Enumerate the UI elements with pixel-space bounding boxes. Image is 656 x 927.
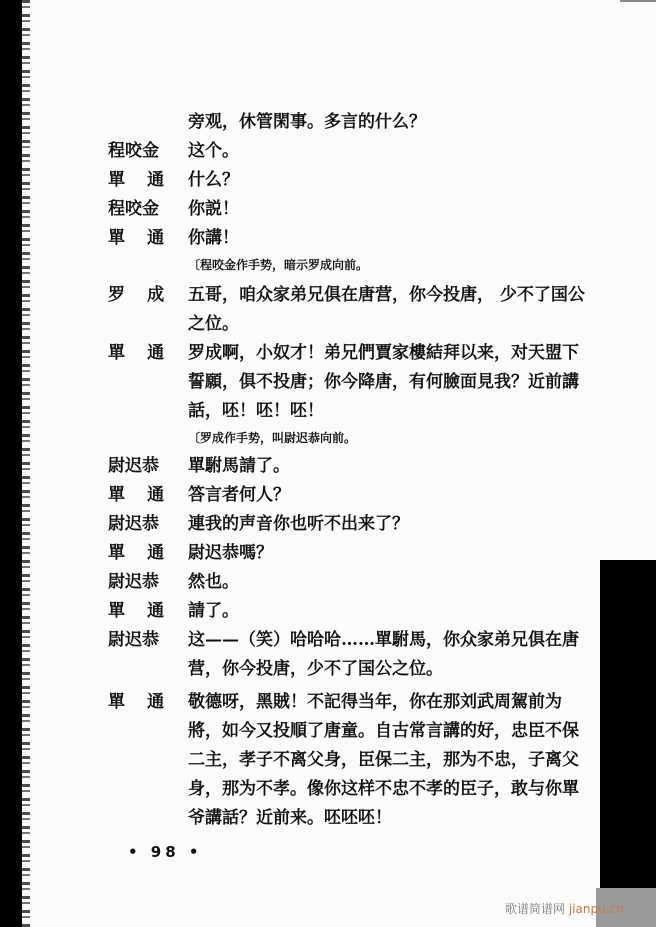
script-line <box>108 510 588 539</box>
speech-text: 这——（笑）哈哈哈……單駙馬，你众家弟兄俱在唐营，你今投唐，少不了国公之位。 <box>188 630 579 679</box>
speech-text: 敬德呀，黑賊！不記得当年，你在那刘武周駕前为將，如今又投順了唐童。自古常言講的好，忠臣不保二主，孝子不离父身，臣保二主，那为不忠，子离父身，那为不孝。像你这样不忠不孝的臣子，敢与你單爷講話？近前来。呸呸呸！ <box>188 692 579 828</box>
script-line <box>108 688 588 833</box>
speech-text: 这个。 <box>188 141 239 161</box>
speaker-name: 罗成 <box>108 285 187 305</box>
script-line <box>108 339 588 426</box>
script-line <box>108 481 588 510</box>
speech-text: 尉迟恭嗎？ <box>188 543 273 563</box>
speech-text: 連我的声音你也听不出来了？ <box>188 514 409 534</box>
book-binding-shadow <box>0 0 22 927</box>
watermark-text: 歌谱简谱网 <box>505 902 566 916</box>
speaker-name: 尉迟恭 <box>108 572 159 592</box>
script-line <box>108 597 588 626</box>
speech-text: 請了。 <box>188 601 239 621</box>
speech-text: 然也。 <box>188 572 239 592</box>
speech-text: 你講！ <box>188 228 239 248</box>
page-number: • 98 • <box>128 843 203 861</box>
script-line <box>108 224 588 253</box>
speaker-name: 尉迟恭 <box>108 630 159 650</box>
speech-text: 旁观，休管閑事。多言的什么？ <box>188 112 426 132</box>
speech-text: 五哥，咱众家弟兄俱在唐营，你今投唐， 少不了国公之位。 <box>188 285 585 334</box>
script-line <box>108 166 588 195</box>
speaker-name: 尉迟恭 <box>108 456 159 476</box>
top-edge-line <box>620 0 656 2</box>
script-line <box>108 568 588 597</box>
speech-text: 什么？ <box>188 170 239 190</box>
speech-text: 你説！ <box>188 199 239 219</box>
script-body <box>108 108 588 833</box>
right-scan-border <box>600 560 656 890</box>
speech-text: 答言者何人？ <box>188 485 290 505</box>
speaker-name: 單通 <box>108 601 187 621</box>
speech-text: 單駙馬請了。 <box>188 456 290 476</box>
stage-direction: 〔罗成作手势，叫尉迟恭向前。 <box>188 431 357 445</box>
speaker-name: 尉迟恭 <box>108 514 159 534</box>
script-line <box>108 195 588 224</box>
speaker-name: 單通 <box>108 692 187 712</box>
script-line <box>108 539 588 568</box>
script-line <box>108 452 588 481</box>
speaker-name: 單通 <box>108 343 187 363</box>
speaker-name: 程咬金 <box>108 141 159 161</box>
speaker-name: 程咬金 <box>108 199 159 219</box>
speaker-name: 單通 <box>108 170 187 190</box>
watermark-domain: jianpu.cn <box>568 902 624 916</box>
speech-text: 罗成啊，小奴才！弟兄們賈家樓結拜以来，对天盟下誓願，俱不投唐；你今降唐，有何臉面見我？近前講話，呸！呸！呸！ <box>188 343 579 421</box>
speaker-name: 單通 <box>108 543 187 563</box>
page-edge-texture <box>22 0 30 927</box>
stage-direction: 〔程咬金作手势，暗示罗成向前。 <box>188 258 369 272</box>
script-line <box>108 281 588 339</box>
script-line <box>108 108 588 137</box>
script-line <box>108 626 588 684</box>
speaker-name: 單通 <box>108 485 187 505</box>
watermark <box>505 900 624 917</box>
speaker-name: 單通 <box>108 228 187 248</box>
script-line <box>108 137 588 166</box>
